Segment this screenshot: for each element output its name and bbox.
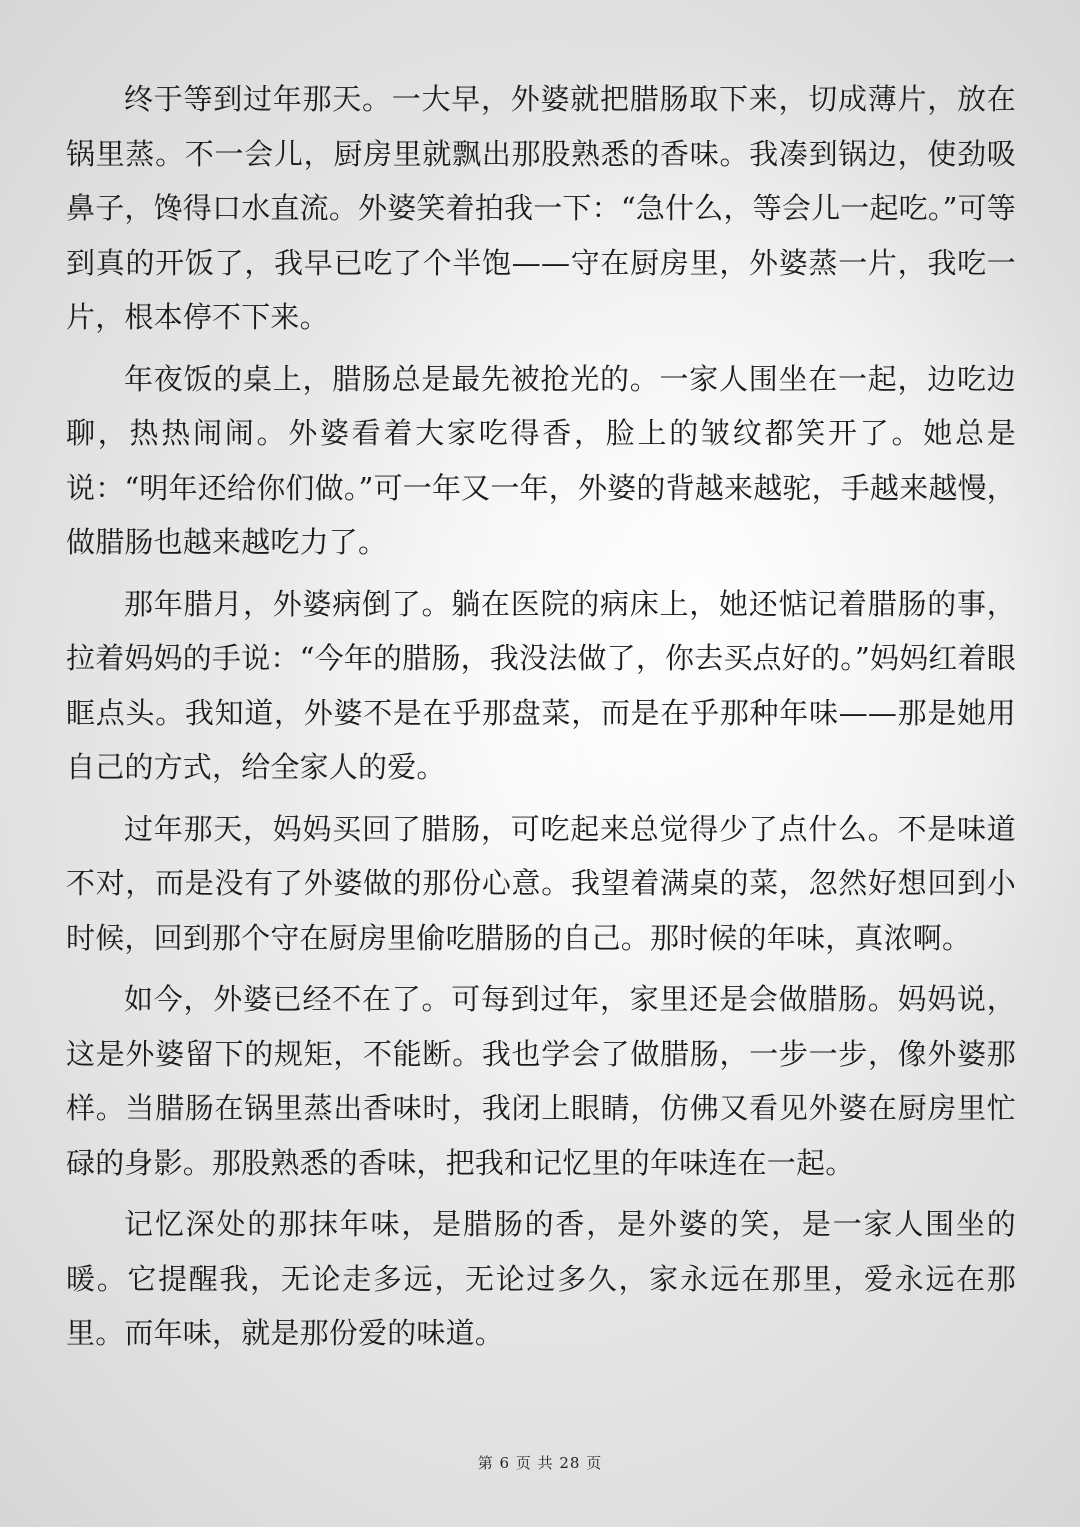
paragraph-4: 过年那天，妈妈买回了腊肠，可吃起来总觉得少了点什么。不是味道不对，而是没有了外婆做的那份心意。我望着满桌的菜，忽然好想回到小时候，回到那个守在厨房里偷吃腊肠的自己。那时候的年味，真浓啊。 — [66, 811, 1016, 955]
paragraph-5: 如今，外婆已经不在了。可每到过年，家里还是会做腊肠。妈妈说，这是外婆留下的规矩，不能断。我也学会了做腊肠，一步一步，像外婆那样。当腊肠在锅里蒸出香味时，我闭上眼睛，仿佛又看见外婆在厨房里忙碌的身影。那股熟悉的香味，把我和记忆里的年味连在一起。 — [66, 982, 1016, 1180]
page-footer: 第 6 页 共 28 页 — [477, 1454, 603, 1472]
paragraph-3: 那年腊月，外婆病倒了。躺在医院的病床上，她还惦记着腊肠的事，拉着妈妈的手说：“今年的腊肠，我没法做了，你去买点好的。”妈妈红着眼眶点头。我知道，外婆不是在乎那盘菜，而是在乎那种年味——那是她用自己的方式，给全家人的爱。 — [66, 586, 1016, 784]
body-text — [66, 72, 1016, 1368]
paragraph-1: 终于等到过年那天。一大早，外婆就把腊肠取下来，切成薄片，放在锅里蒸。不一会儿，厨房里就飘出那股熟悉的香味。我凑到锅边，使劲吸鼻子，馋得口水直流。外婆笑着拍我一下：“急什么，等会儿一起吃。”可等到真的开饭了，我早已吃了个半饱——守在厨房里，外婆蒸一片，我吃一片，根本停不下来。 — [66, 82, 1016, 334]
paragraph-6: 记忆深处的那抹年味，是腊肠的香，是外婆的笑，是一家人围坐的暖。它提醒我，无论走多远，无论过多久，家永远在那里，爱永远在那里。而年味，就是那份爱的味道。 — [66, 1207, 1016, 1350]
paragraph-2: 年夜饭的桌上，腊肠总是最先被抢光的。一家人围坐在一起，边吃边聊，热热闹闹。外婆看着大家吃得香，脸上的皱纹都笑开了。她总是说：“明年还给你们做。”可一年又一年，外婆的背越来越驼，手越来越慢，做腊肠也越来越吃力了。 — [66, 361, 1016, 559]
